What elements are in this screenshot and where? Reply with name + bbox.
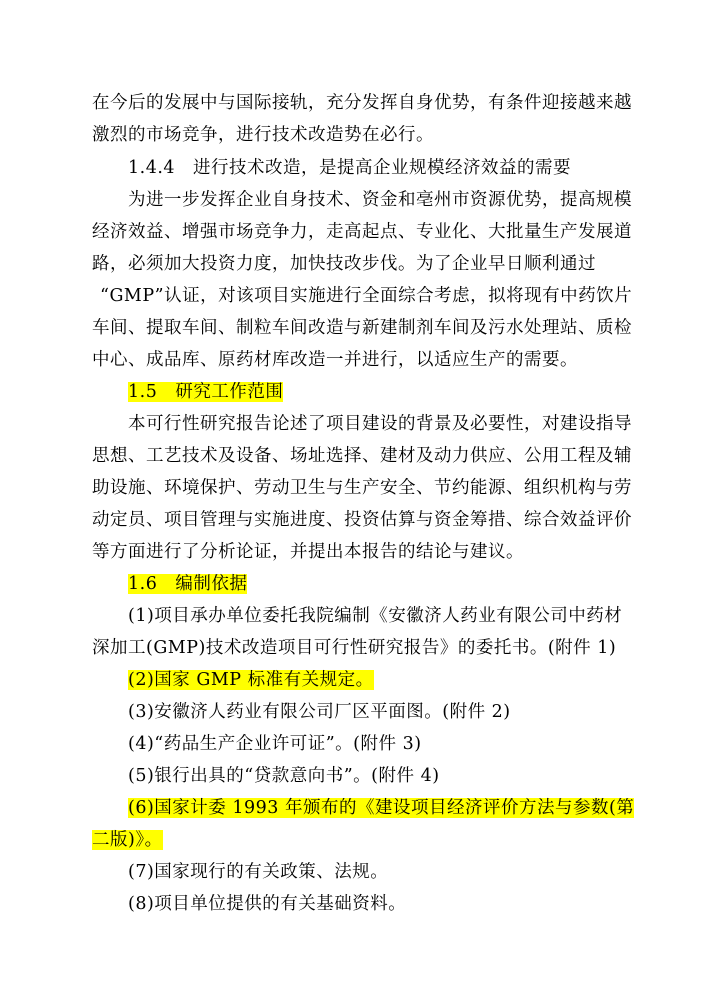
section-heading-1-6 xyxy=(128,573,247,595)
text-line: 动定员、项目管理与实施进度、投资估算与资金筹措、综合效益评价 xyxy=(92,510,632,530)
list-item-1: (1)项目承办单位委托我院编制《安徽济人药业有限公司中药材 xyxy=(128,606,623,626)
list-item-1-cont: 深加工(GMP)技术改造项目可行性研究报告》的委托书。(附件 1) xyxy=(92,638,617,658)
list-item-5: (5)银行出具的“贷款意向书”。(附件 4) xyxy=(128,766,440,786)
highlighted-item: (6)国家计委 1993 年颁布的《建设项目经济评价方法与参数(第 xyxy=(128,798,635,818)
text-line: 在今后的发展中与国际接轨，充分发挥自身优势，有条件迎接越来越 xyxy=(92,93,632,113)
section-heading-1-4-4: 1.4.4 进行技术改造，是提高企业规模经济效益的需要 xyxy=(128,158,572,178)
list-item-6 xyxy=(128,797,634,819)
text-line: 路，必须加大投资力度，加快技改步伐。为了企业早日顺利通过 xyxy=(92,254,596,274)
text-line: 思想、工艺技术及设备、场址选择、建材及动力供应、公用工程及辅 xyxy=(92,446,632,466)
highlighted-item: 二版)》。 xyxy=(92,830,163,850)
text-line: 中心、成品库、原药材库改造一并进行，以适应生产的需要。 xyxy=(92,350,578,370)
highlighted-heading: 1.6 编制依据 xyxy=(128,574,248,594)
list-item-8: (8)项目单位提供的有关基础资料。 xyxy=(128,894,407,914)
text-line: 激烈的市场竞争，进行技术改造势在必行。 xyxy=(92,125,434,145)
list-item-7: (7)国家现行的有关政策、法规。 xyxy=(128,862,389,882)
text-line: 本可行性研究报告论述了项目建设的背景及必要性，对建设指导 xyxy=(128,414,632,434)
list-item-4: (4)“药品生产企业许可证”。(附件 3) xyxy=(128,734,422,754)
section-heading-1-5 xyxy=(128,381,283,403)
text-line: “GMP”认证，对该项目实施进行全面综合考虑，拟将现有中药饮片 xyxy=(100,286,633,306)
highlighted-heading: 1.5 研究工作范围 xyxy=(128,382,284,402)
highlighted-item: (2)国家 GMP 标准有关规定。 xyxy=(128,670,374,690)
text-line: 助设施、环境保护、劳动卫生与生产安全、节约能源、组织机构与劳 xyxy=(92,478,632,498)
list-item-2 xyxy=(128,669,374,691)
text-line: 等方面进行了分析论证，并提出本报告的结论与建议。 xyxy=(92,542,524,562)
list-item-3: (3)安徽济人药业有限公司厂区平面图。(附件 2) xyxy=(128,702,511,722)
list-item-6-cont xyxy=(92,829,163,851)
text-line: 为进一步发挥企业自身技术、资金和亳州市资源优势，提高规模 xyxy=(128,190,632,210)
text-line: 经济效益、增强市场竞争力，走高起点、专业化、大批量生产发展道 xyxy=(92,222,632,242)
text-line: 车间、提取车间、制粒车间改造与新建制剂车间及污水处理站、质检 xyxy=(92,318,632,338)
